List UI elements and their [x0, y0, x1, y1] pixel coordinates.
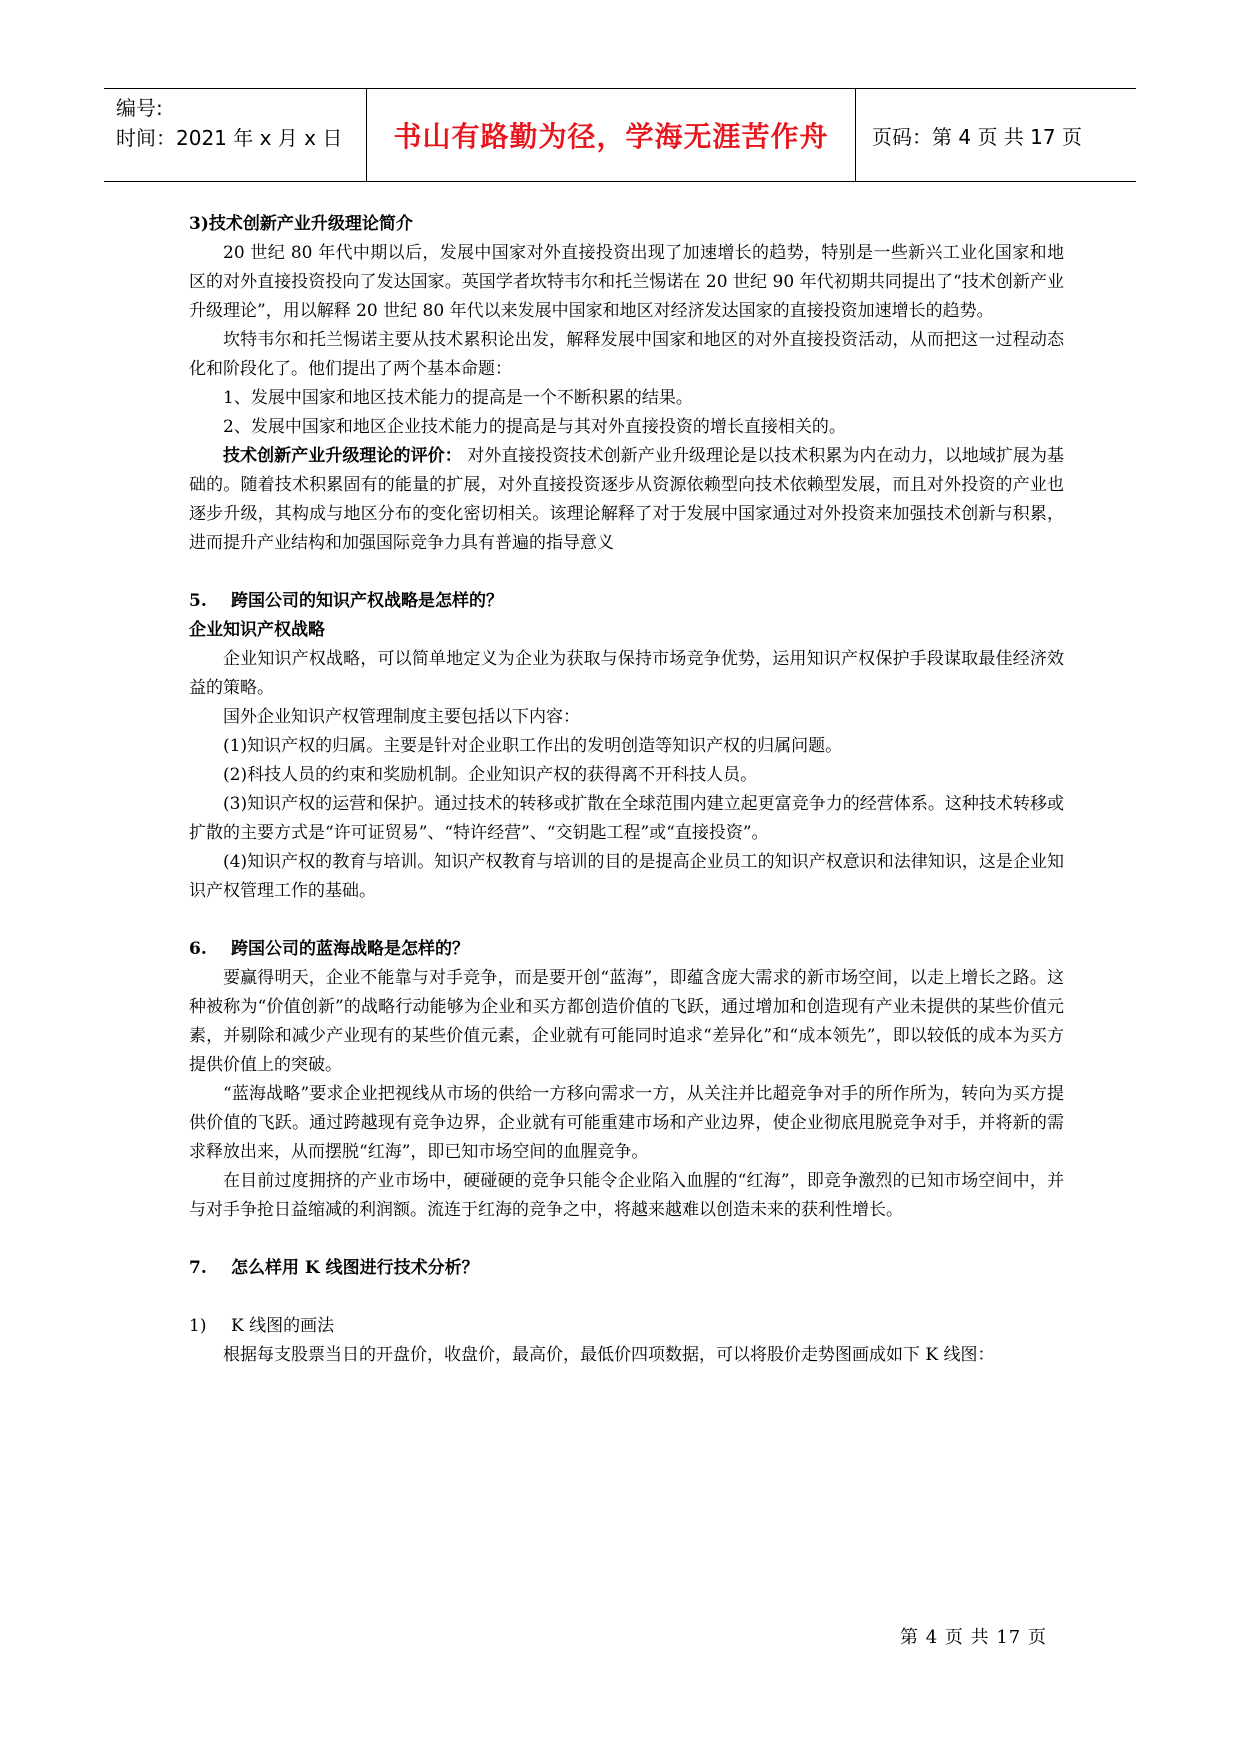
header-meta	[116, 93, 342, 153]
page-footer: 第 4 页 共 17 页	[900, 1627, 1047, 1648]
question-number: 7.	[189, 1258, 207, 1278]
section-heading: 3)技术创新产业升级理论简介	[189, 214, 413, 234]
subsection-number: 1)	[189, 1316, 207, 1336]
spacer	[189, 558, 1064, 587]
question-text: 跨国公司的知识产权战略是怎样的？	[231, 591, 503, 611]
time-label: 时间：2021 年 x 月 x 日	[116, 126, 343, 150]
question-number: 6.	[189, 939, 207, 959]
question-heading	[189, 1254, 1064, 1283]
paragraph	[189, 442, 1064, 558]
subsection-text: K 线图的画法	[231, 1316, 335, 1336]
list-item: (2)科技人员的约束和奖励机制。企业知识产权的获得离不开科技人员。	[223, 765, 758, 785]
list-item: (3)知识产权的运营和保护。通过技术的转移或扩散在全球范围内建立起更富竞争力的经营体系。这种技术转移或扩散的主要方式是“许可证贸易”、“特许经营”、“交钥匙工程”或“直接投资”。	[189, 794, 1064, 843]
subheading: 企业知识产权战略	[189, 620, 325, 640]
paragraph: 根据每支股票当日的开盘价，收盘价，最高价，最低价四项数据，可以将股价走势图画成如下 K 线图：	[223, 1345, 995, 1365]
question-heading	[189, 587, 1064, 616]
evaluation-label: 技术创新产业升级理论的评价：	[223, 446, 462, 466]
evaluation-text: 对外直接投资技术创新产业升级理论是以技术积累为内在动力，以地域扩展为基础的。随着技术积累固有的能量的扩展，对外直接投资逐步从资源依赖型向技术依赖型发展，而且对外投资的产业也逐步升级，其构成与地区分布的变化密切相关。该理论解释了对于发展中国家通过对外投资来加强技术创新与积累，进而提升产业结构和加强国际竞争力具有普遍的指导意义	[189, 446, 1065, 553]
paragraph: 要赢得明天，企业不能靠与对手竞争，而是要开创“蓝海”，即蕴含庞大需求的新市场空间，以走上增长之路。这种被称为“价值创新”的战略行动能够为企业和买方都创造价值的飞跃，通过增加和创造现有产业未提供的某些价值元素，并剔除和减少产业现有的某些价值元素，企业就有可能同时追求“差异化”和“成本领先”，即以较低的成本为买方提供价值上的突破。	[189, 968, 1064, 1075]
paragraph: 坎特韦尔和托兰惕诺主要从技术累积论出发，解释发展中国家和地区的对外直接投资活动，从而把这一过程动态化和阶段化了。他们提出了两个基本命题：	[189, 330, 1064, 379]
question-heading	[189, 935, 1064, 964]
question-number: 5.	[189, 591, 207, 611]
list-item: (1)知识产权的归属。主要是针对企业职工作出的发明创造等知识产权的归属问题。	[223, 736, 843, 756]
paragraph: 在目前过度拥挤的产业市场中，硬碰硬的竞争只能令企业陷入血腥的“红海”，即竞争激烈的已知市场空间中，并与对手争抢日益缩减的利润额。流连于红海的竞争之中，将越来越难以创造未来的获利性增长。	[189, 1171, 1064, 1220]
spacer	[189, 906, 1064, 935]
paragraph: 国外企业知识产权管理制度主要包括以下内容：	[223, 707, 580, 727]
header-divider	[855, 89, 856, 181]
list-item: (4)知识产权的教育与培训。知识产权教育与培训的目的是提高企业员工的知识产权意识和法律知识，这是企业知识产权管理工作的基础。	[189, 852, 1064, 901]
spacer	[189, 1283, 1064, 1312]
question-text: 怎么样用 K 线图进行技术分析？	[231, 1258, 479, 1278]
page-header	[104, 88, 1136, 182]
paragraph: 企业知识产权战略，可以简单地定义为企业为获取与保持市场竞争优势，运用知识产权保护手段谋取最佳经济效益的策略。	[189, 649, 1064, 698]
header-page-info: 页码：第 4 页 共 17 页	[872, 125, 1082, 149]
list-item: 2、发展中国家和地区企业技术能力的提高是与其对外直接投资的增长直接相关的。	[223, 417, 846, 437]
paragraph: 20 世纪 80 年代中期以后，发展中国家对外直接投资出现了加速增长的趋势，特别是一些新兴工业化国家和地区的对外直接投资投向了发达国家。英国学者坎特韦尔和托兰惕诺在 20 世纪 90 年代初期共同提出了“技术创新产业升级理论”，用以解释 20 世纪 80 年代以来发展中国家和地区对经济发达国家的直接投资加速增长的趋势。	[189, 243, 1064, 321]
spacer	[189, 1225, 1064, 1254]
document-body	[189, 210, 1064, 1370]
question-text: 跨国公司的蓝海战略是怎样的？	[231, 939, 469, 959]
subsection-heading	[189, 1312, 1064, 1341]
list-item: 1、发展中国家和地区技术能力的提高是一个不断积累的结果。	[223, 388, 693, 408]
header-motto: 书山有路勤为径，学海无涯苦作舟	[393, 120, 829, 153]
serial-number-label: 编号:	[116, 96, 163, 120]
paragraph: “蓝海战略”要求企业把视线从市场的供给一方移向需求一方，从关注并比超竞争对手的所作所为，转向为买方提供价值的飞跃。通过跨越现有竞争边界，企业就有可能重建市场和产业边界，使企业彻底甩脱竞争对手，并将新的需求释放出来，从而摆脱“红海”，即已知市场空间的血腥竞争。	[189, 1084, 1064, 1162]
